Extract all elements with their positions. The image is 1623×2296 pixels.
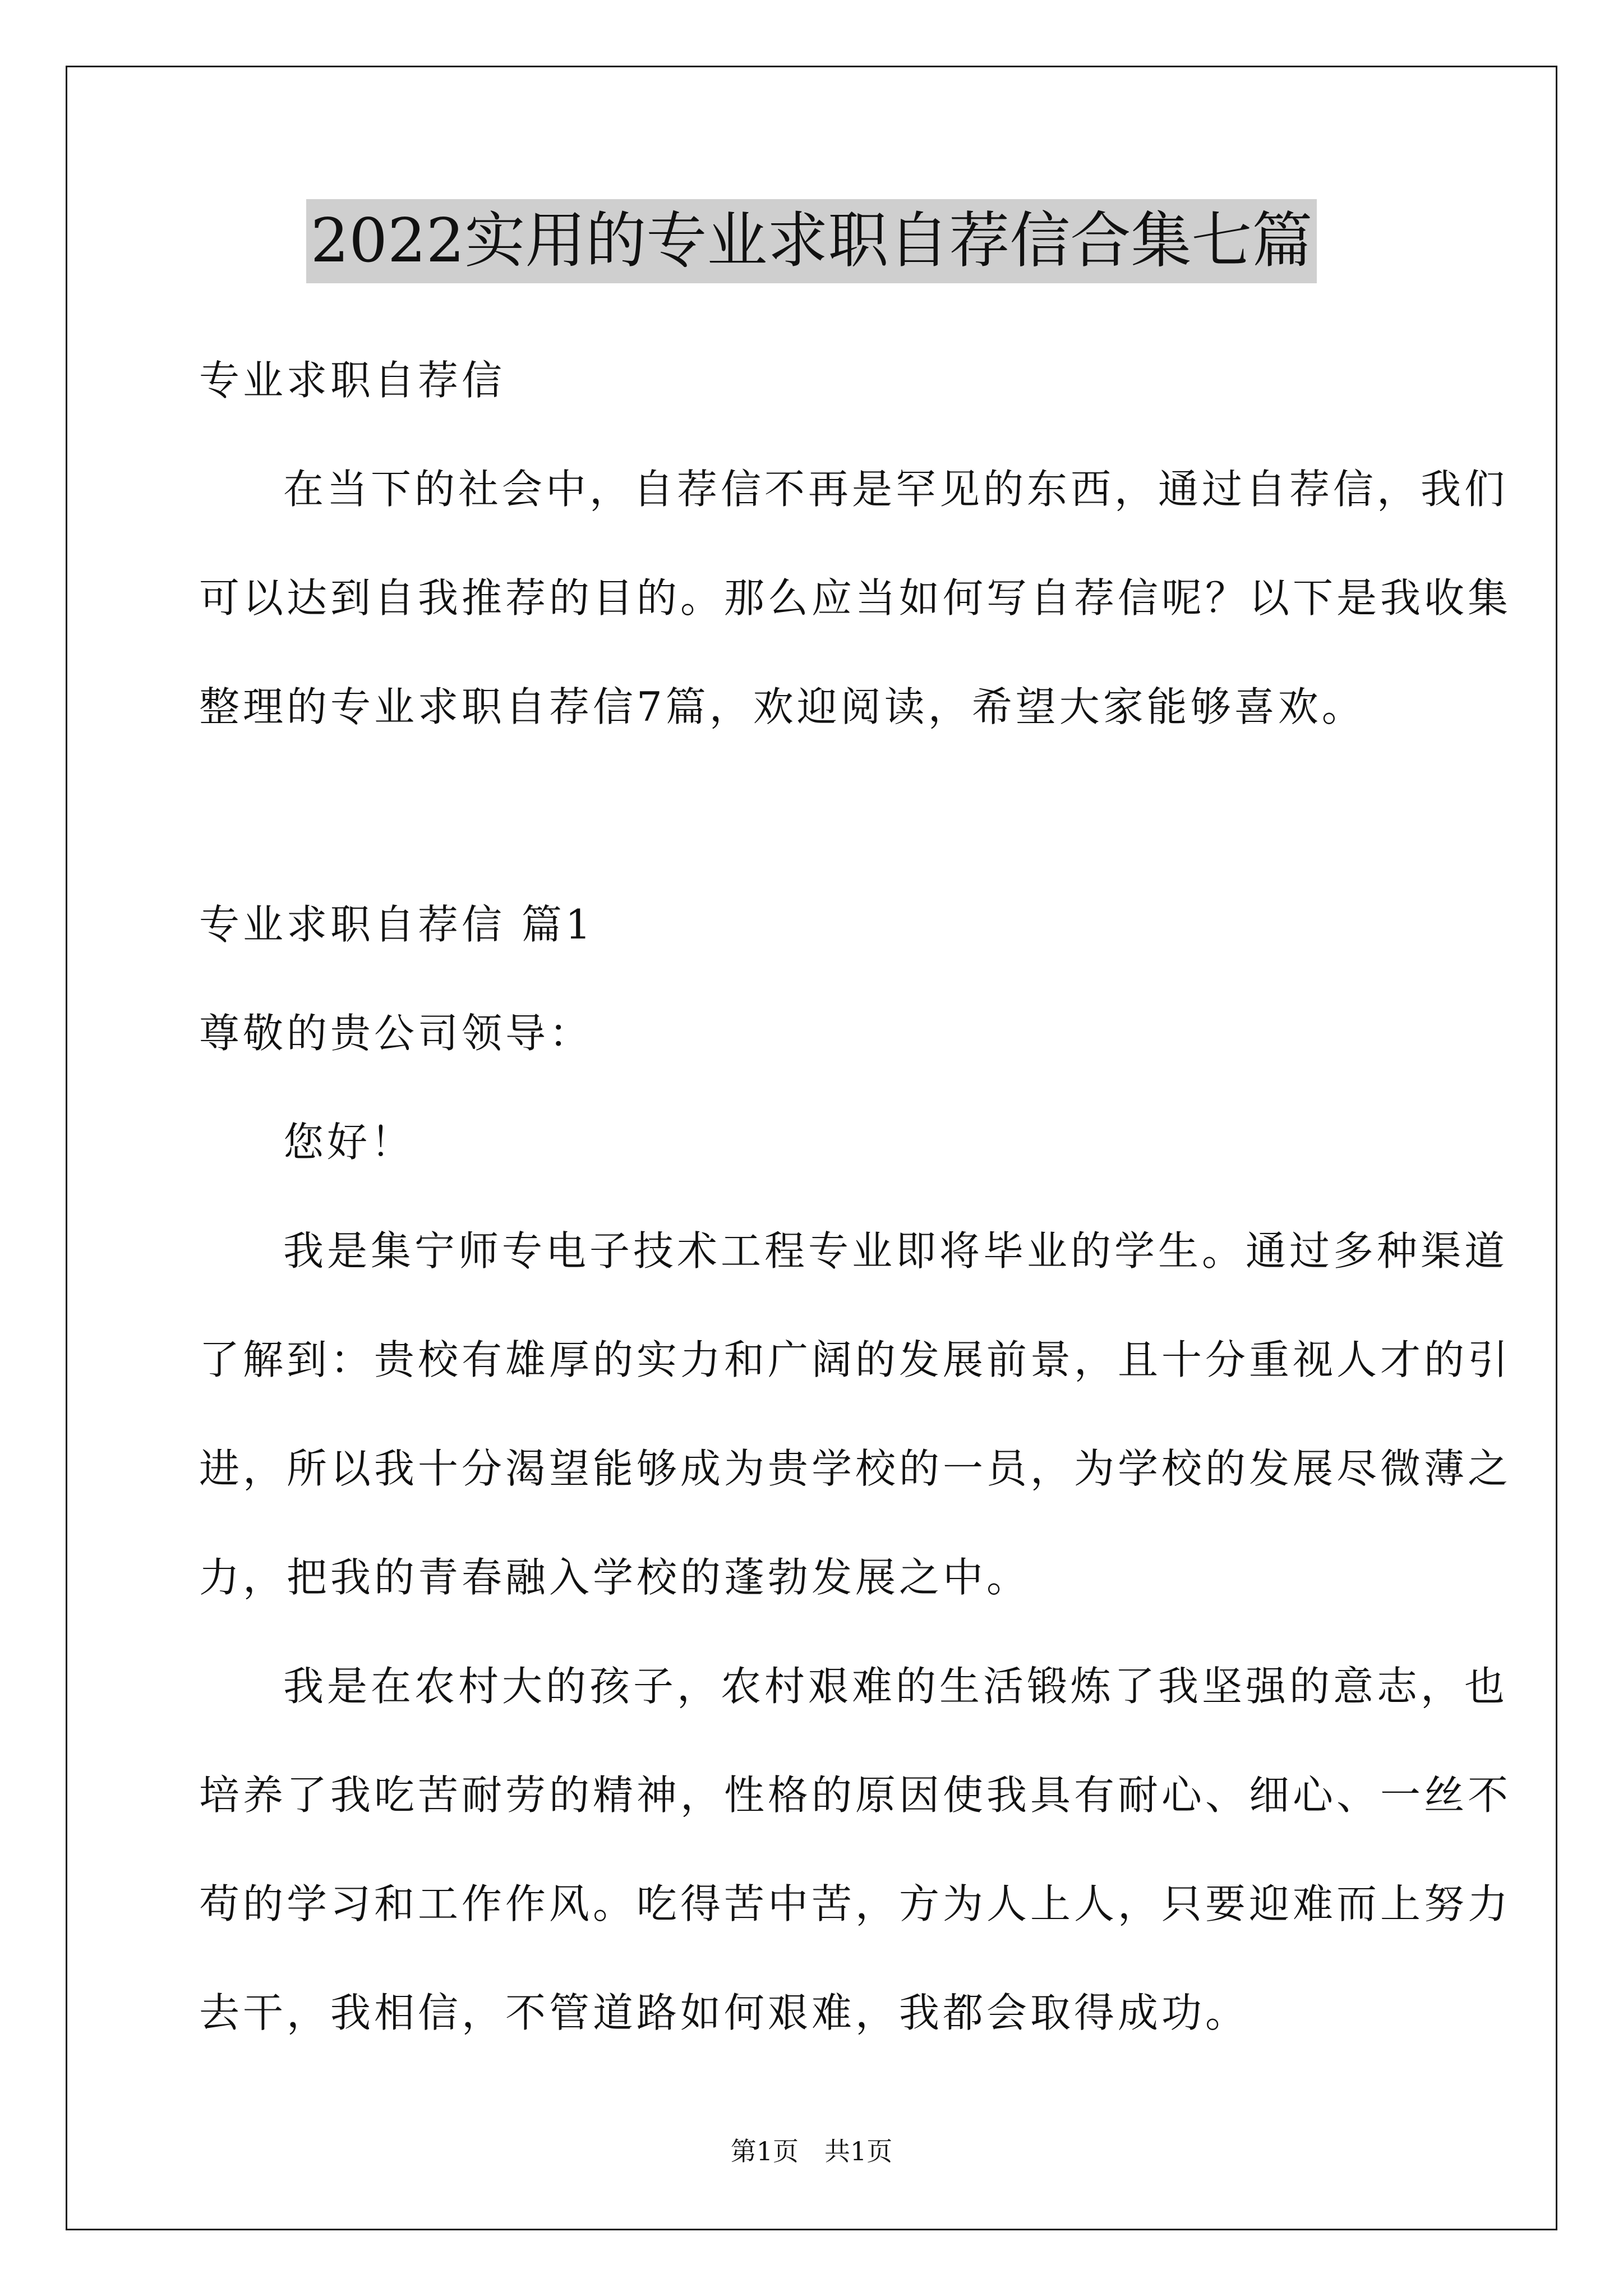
document-title: 2022实用的专业求职自荐信合集七篇 xyxy=(306,199,1317,283)
intro-line-1: 在当下的社会中，自荐信不再是罕见的东西，通过自荐信，我们 xyxy=(283,466,1509,513)
intro-line-3: 整理的专业求职自荐信7篇，欢迎阅读，希望大家能够喜欢。 xyxy=(199,683,1366,730)
section-heading: 专业求职自荐信 篇1 xyxy=(199,901,594,948)
paragraph2-line-1: 我是在农村大的孩子，农村艰难的生活锻炼了我坚强的意志，也 xyxy=(283,1663,1509,1710)
title-container xyxy=(0,199,1623,283)
paragraph1-line-3: 进，所以我十分渴望能够成为贵学校的一员，为学校的发展尽微薄之 xyxy=(199,1445,1512,1492)
document-heading: 专业求职自荐信 xyxy=(199,357,506,404)
paragraph1-line-4: 力，把我的青春融入学校的蓬勃发展之中。 xyxy=(199,1554,1031,1601)
paragraph1-line-1: 我是集宁师专电子技术工程专业即将毕业的学生。通过多种渠道 xyxy=(283,1227,1509,1274)
greeting: 您好！ xyxy=(283,1119,415,1166)
intro-line-2: 可以达到自我推荐的目的。那么应当如何写自荐信呢？以下是我收集 xyxy=(199,574,1512,622)
paragraph2-line-4: 去干，我相信，不管道路如何艰难，我都会取得成功。 xyxy=(199,1989,1249,2036)
paragraph2-line-2: 培养了我吃苦耐劳的精神，性格的原因使我具有耐心、细心、一丝不 xyxy=(199,1772,1512,1819)
paragraph1-line-2: 了解到：贵校有雄厚的实力和广阔的发展前景，且十分重视人才的引 xyxy=(199,1336,1512,1383)
page-footer: 第1页 共1页 xyxy=(730,2136,893,2166)
paragraph2-line-3: 苟的学习和工作作风。吃得苦中苦，方为人上人，只要迎难而上努力 xyxy=(199,1880,1512,1927)
salutation: 尊敬的贵公司领导： xyxy=(199,1010,593,1057)
